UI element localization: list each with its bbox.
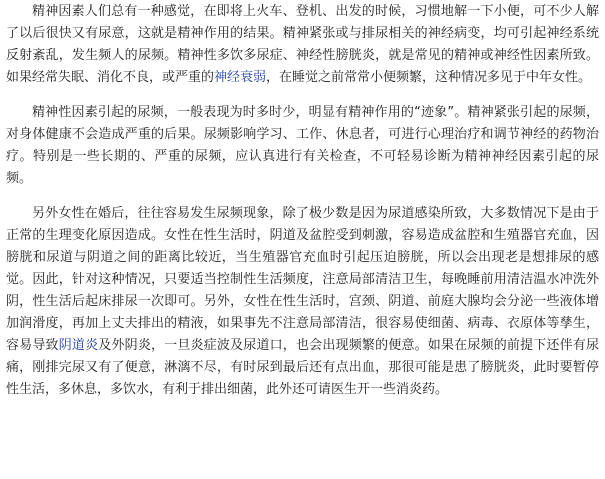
paragraph-text: 另外女性在婚后，往往容易发生尿频现象，除了极少数是因为尿道感染所致，大多数情况下是由于正常的生理变化原因造成。女性在性生活时，阴道及盆腔受到刺激，容易造成盆腔和生殖器官充血，因膀胱和尿道与阴道之间的距离比较近，当生殖器官充血时引起压迫膀胱，所以会出现老是想排尿的感觉。因此，针对这种情况，只要适当控制性生活频度，注意局部清洁卫生，每晚睡前用清洁温水冲洗外阴，性生活后起床排尿一次即可。另外，女性在性生活时，宫颈、阴道、前庭大腺均会分泌一些液体增加润滑度，再加上丈夫排出的精液，如果事先不注意局部清洁，很容易使细菌、病毒、衣原体等孳生，容易导致 (6, 206, 599, 353)
paragraph-mental-frequency (6, 102, 599, 190)
link-neurasthenia[interactable]: 神经衰弱 (214, 70, 267, 85)
paragraph-mental-factors (6, 1, 599, 89)
paragraph-text: 精神性因素引起的尿频，一般表现为时多时少，明显有精神作用的“迹象”。精神紧张引起的尿频，对身体健康不会造成严重的后果。尿频影响学习、工作、休息者，可进行心理治疗和调节神经的药物治疗。特别是一些长期的、严重的尿频，应认真进行有关检查，不可轻易诊断为精神神经因素引起的尿频。 (6, 105, 599, 186)
paragraph-text: 及外阴炎，一旦炎症波及尿道口，也会出现频繁的便意。如果在尿频的前提下还伴有尿痛，刚排完尿又有了便意，淋漓不尽，有时尿到最后还有点出血，那很可能是患了膀胱炎，此时要暂停性生活，多休息，多饮水，有利于排出细菌，此外还可请医生开一些消炎药。 (6, 338, 599, 397)
paragraph-text: 精神因素人们总有一种感觉，在即将上火车、登机、出发的时候，习惯地解一下小便，可不少人解了以后很快又有尿意，这就是精神作用的结果。精神紧张或与排尿相关的神经病变，均可引起神经系统反射紊乱，发生频人的尿频。精神性多饮多尿症、神经性膀胱炎，就是常见的精神或神经性因素所致。如果经常失眠、消化不良，或严重的 (6, 4, 599, 85)
paragraph-female-after-marriage (6, 203, 599, 401)
paragraph-text: ，在睡觉之前常常小便频繁，这种情况多见于中年女性。 (266, 70, 592, 85)
link-vaginitis[interactable]: 阴道炎 (58, 338, 99, 353)
